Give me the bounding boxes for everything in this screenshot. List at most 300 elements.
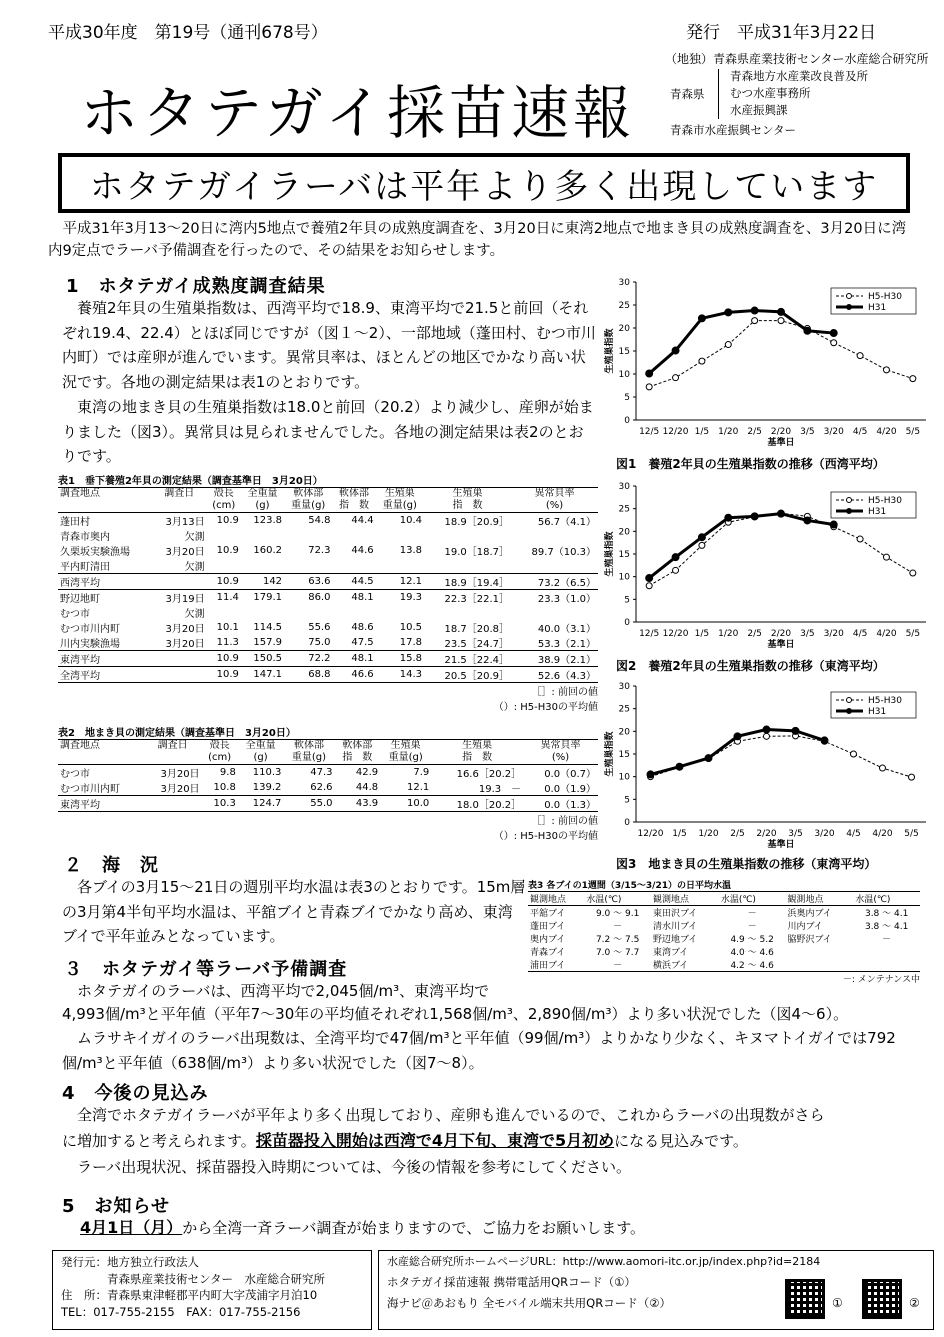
table-cell: 160.2	[253, 545, 283, 556]
table-cell: 142	[241, 574, 284, 590]
section4-paragraph1: 全湾でホタテガイラーバが平年より多く出現しており、産卵も進んでいるので、これからラーバの出現数がさら	[62, 1106, 825, 1124]
table-cell: 3月20日	[160, 769, 200, 780]
table-cell: 110.3	[252, 767, 282, 778]
y-tick-label: 0	[624, 618, 630, 628]
table-cell: 10.9	[216, 545, 239, 556]
y-tick-label: 10	[618, 572, 630, 583]
table-cell: 10.0	[380, 796, 431, 812]
legend-marker	[847, 498, 852, 503]
table-cell: 浜奥内ブイ	[787, 909, 832, 919]
table-cell: 52.6（4.3）	[511, 667, 598, 683]
table-cell: －	[882, 935, 892, 945]
table-cell: 10.3	[202, 796, 238, 812]
table-cell: 野辺地町	[60, 594, 100, 605]
table2-note1: ［］: 前回の値	[531, 816, 598, 827]
data-point-h31	[672, 347, 679, 354]
data-point-avg	[646, 384, 652, 390]
table-row	[58, 667, 598, 683]
x-tick-label: 12/20	[662, 427, 689, 437]
org-prefecture: 青森県	[670, 87, 705, 101]
table-cell	[207, 605, 241, 620]
table-row	[58, 513, 598, 529]
legend-marker	[847, 709, 852, 714]
table-cell	[241, 605, 284, 620]
legend-label: H5-H30	[868, 496, 902, 506]
table-cell	[424, 558, 511, 574]
qr2-marker: ②	[909, 1296, 920, 1310]
table-header-cell: 調査地点	[58, 488, 152, 513]
x-tick-label: 4/5	[852, 427, 868, 437]
section4-paragraph3: ラーバ出現状況、採苗器投入時期については、今後の情報を参考にしてください。	[62, 1158, 631, 1176]
table-cell: 42.9	[355, 767, 379, 778]
table-cell: 平舘ブイ	[530, 909, 566, 919]
table2-note2: （）: H5-H30の平均値	[493, 831, 598, 842]
data-point-avg	[725, 342, 731, 348]
x-tick-label: 5/5	[905, 629, 921, 639]
y-tick-label: 20	[618, 727, 630, 738]
table-header-cell: 異常貝率 (%)	[511, 488, 598, 513]
table-row	[58, 651, 598, 667]
table-cell	[785, 958, 853, 972]
table-row	[528, 919, 920, 932]
table2	[58, 724, 598, 842]
table-row	[528, 945, 920, 958]
table-cell: 青森ブイ	[530, 948, 566, 958]
table-row	[58, 635, 598, 651]
table-header-cell: 殻長 (cm)	[207, 488, 241, 513]
table-cell: 9.0 ～ 9.1	[595, 909, 640, 919]
section4-p2-start: に増加すると考えられます。	[62, 1132, 256, 1150]
table-cell: 44.4	[351, 515, 374, 526]
table-cell: 10.8	[213, 782, 236, 793]
table-cell: 10.9	[207, 574, 241, 590]
table-cell	[241, 528, 284, 543]
section1-paragraph2: 東湾の地まき貝の生殖巣指数は18.0と前回（20.2）より減少し、産卵が始まりました（図3）。異常貝は見られませんでした。各地の測定結果は表2のとおりです。	[62, 398, 594, 465]
x-tick-label: 4/5	[852, 629, 868, 639]
table-cell: 14.3	[376, 667, 424, 683]
x-tick-label: 1/20	[718, 629, 739, 639]
table-cell: 15.8	[376, 651, 424, 667]
table-cell: 東湾平均	[58, 796, 144, 812]
x-tick-label: 1/5	[694, 629, 710, 639]
table-row	[58, 543, 598, 558]
table-cell: 奥内ブイ	[530, 935, 566, 945]
y-tick-label: 15	[618, 550, 630, 560]
x-tick-label: 2/20	[756, 829, 777, 839]
data-point-avg	[880, 765, 886, 771]
table-header-cell: 観測地点	[651, 892, 719, 906]
table-cell: 3月20日	[165, 547, 205, 558]
section5-heading: 5 お知らせ	[62, 1196, 170, 1217]
table-cell	[241, 558, 284, 574]
table-cell: 22.3［22.1］	[444, 594, 509, 605]
table-cell: むつ市	[60, 609, 90, 620]
table-cell: 蓬田村	[60, 517, 90, 528]
x-tick-label: 2/5	[730, 829, 745, 839]
table-header-cell: 軟体部 指 数	[332, 488, 375, 513]
table-header-cell: 殻長 (cm)	[202, 740, 238, 765]
table1-note2: （）: H5-H30の平均値	[493, 702, 598, 713]
footer-publisher-box	[52, 1250, 372, 1330]
table-cell: 179.1	[253, 592, 283, 603]
table-cell: 21.5［22.4］	[424, 651, 511, 667]
table-cell	[511, 558, 598, 574]
table-header-cell: 調査日	[144, 740, 202, 765]
table-cell: 12.1	[406, 782, 430, 793]
y-axis-label: 生殖巣指数	[605, 328, 615, 374]
y-tick-label: 5	[624, 595, 630, 606]
table-cell: 10.1	[216, 622, 239, 633]
legend-marker	[847, 509, 852, 514]
table-cell: 18.9［19.4］	[424, 574, 511, 590]
y-tick-label: 25	[618, 504, 630, 515]
data-point-h31	[830, 330, 837, 337]
table-cell: 東湾平均	[58, 651, 152, 667]
table-cell: 18.7［20.8］	[444, 624, 509, 635]
table-row	[58, 796, 598, 812]
table-cell: 68.8	[284, 667, 332, 683]
x-tick-label: 3/20	[814, 829, 835, 839]
table-cell: 17.8	[399, 637, 423, 648]
qr-code-2-icon[interactable]	[862, 1279, 902, 1319]
table-cell: 0.0（1.9）	[544, 784, 596, 795]
table-cell: 63.6	[284, 574, 332, 590]
chart-fig1	[600, 272, 930, 472]
table-header-cell: 観測地点	[785, 892, 853, 906]
data-point-h31	[778, 510, 785, 517]
table2-caption: 表2 地まき貝の測定結果（調査基準日 3月20日）	[58, 724, 598, 740]
table3-grid	[528, 891, 920, 972]
data-point-h31	[751, 513, 758, 520]
x-tick-label: 12/5	[639, 427, 660, 437]
table-cell: 72.2	[284, 651, 332, 667]
table-header-cell: 異常貝率 (%)	[523, 740, 598, 765]
table-cell: 48.6	[351, 622, 374, 633]
table-cell: むつ市川内町	[60, 624, 120, 635]
table-header-cell: 水温(℃)	[719, 892, 786, 906]
table-cell: 20.5［20.9］	[424, 667, 511, 683]
table-row	[58, 528, 598, 543]
x-tick-label: 12/20	[662, 629, 689, 639]
table-cell	[376, 605, 424, 620]
table-cell: 114.5	[253, 622, 283, 633]
org-research-institute: （地独）青森県産業技術センター水産総合研究所	[665, 52, 929, 66]
table-cell: 19.3 －	[478, 784, 522, 795]
section3-heading: ３ ホタテガイ等ラーバ予備調査	[64, 959, 348, 980]
series-line-avg	[651, 736, 912, 777]
table-cell	[207, 558, 241, 574]
x-tick-label: 2/5	[747, 427, 762, 437]
table-cell: 55.0	[283, 796, 334, 812]
table-cell	[853, 958, 920, 972]
table-cell: 44.5	[332, 574, 375, 590]
data-point-avg	[857, 536, 863, 542]
table-cell: 47.5	[351, 637, 374, 648]
table-cell: 46.6	[332, 667, 375, 683]
y-tick-label: 0	[624, 818, 630, 828]
legend-label: H31	[868, 303, 887, 313]
table-cell: 16.6［20.2］	[456, 769, 522, 780]
table-cell: 48.1	[332, 651, 375, 667]
table-cell: 欠測	[184, 562, 205, 573]
x-tick-label: 3/5	[800, 629, 815, 639]
section4-heading: 4 今後の見込み	[62, 1083, 209, 1104]
table-cell: －	[747, 922, 757, 932]
table-cell	[785, 945, 853, 958]
table-cell	[284, 528, 332, 543]
footer-qr1-label: ホタテガイ採苗速報 携帯電話用QRコード（①）	[387, 1274, 636, 1289]
data-point-avg	[778, 318, 784, 324]
y-tick-label: 20	[618, 527, 630, 538]
table-header-cell: 観測地点	[528, 892, 584, 906]
table-cell	[376, 528, 424, 543]
x-tick-label: 4/20	[872, 829, 893, 839]
section2-paragraph: 各ブイの3月15～21日の週別平均水温は表3のとおりです。15m層の3月第4半旬平均水温は、平舘ブイと青森ブイでかなり高め、東湾ブイで平年並みとなっています。	[62, 878, 526, 945]
table3	[528, 878, 920, 985]
x-tick-label: 2/20	[770, 629, 792, 639]
table-header-row	[528, 892, 920, 906]
data-point-h31	[698, 534, 705, 541]
table-cell: －	[613, 922, 623, 932]
y-tick-label: 30	[618, 278, 630, 288]
data-point-h31	[725, 309, 732, 316]
y-axis-label: 生殖巣指数	[605, 731, 615, 777]
x-axis-label: 基準日	[767, 840, 795, 850]
section1-paragraph1: 養殖2年貝の生殖巣指数は、西湾平均で18.9、東湾平均で21.5と前回（それぞれ19.4、22.4）とほぼ同じですが（図１～2）、一部地域（蓬田村、むつ市川内町）では産卵が進んでいます。異常貝率は、ほとんどの地区でかなり高い状況です。各地の測定結果は表1のとおりです。	[62, 299, 596, 391]
org-mutsu-office: むつ水産事務所	[730, 86, 811, 100]
table-cell: 23.5［24.7］	[444, 639, 509, 650]
issue-number: 平成30年度 第19号（通刊678号）	[48, 23, 328, 43]
table-cell: 10.9	[207, 651, 241, 667]
table1	[58, 472, 598, 713]
chart-fig3	[600, 678, 930, 850]
org-extension-office: 青森地方水産業改良普及所	[730, 69, 868, 83]
table-header-cell: 調査地点	[58, 740, 144, 765]
table-cell: 44.6	[351, 545, 374, 556]
table-cell: －	[613, 961, 623, 971]
y-tick-label: 25	[618, 704, 630, 715]
table-cell: 9.8	[219, 767, 236, 778]
legend-marker	[847, 294, 852, 299]
legend-marker	[847, 305, 852, 310]
legend-label: H5-H30	[868, 696, 902, 706]
series-line-avg	[649, 513, 913, 586]
x-tick-label: 12/5	[639, 629, 660, 639]
data-point-avg	[910, 570, 916, 576]
table-cell: 43.9	[335, 796, 381, 812]
table-cell: 139.2	[252, 782, 282, 793]
data-point-h31	[830, 521, 837, 528]
footer-publisher: 発行元：地方独立行政法人	[61, 1255, 199, 1269]
qr-code-1-icon[interactable]	[785, 1279, 825, 1319]
table-header-cell: 全重量 (g)	[238, 740, 284, 765]
table-cell: 3月20日	[160, 784, 200, 795]
table2-grid	[58, 740, 598, 812]
table-cell: 55.6	[308, 622, 331, 633]
table-cell: 19.3	[399, 592, 423, 603]
table-cell	[207, 528, 241, 543]
table-cell: 44.8	[355, 782, 379, 793]
table-row	[528, 958, 920, 972]
table-cell: 3月19日	[165, 594, 205, 605]
table-cell: 40.0（3.1）	[537, 624, 596, 635]
x-tick-label: 2/5	[747, 629, 762, 639]
footer-links-box	[378, 1250, 934, 1330]
table-cell: 7.9	[413, 767, 430, 778]
table-cell	[152, 651, 207, 667]
table-row	[58, 590, 598, 606]
table-cell	[284, 605, 332, 620]
table-cell	[511, 605, 598, 620]
table-cell: －	[747, 909, 757, 919]
x-tick-label: 2/20	[770, 427, 792, 437]
table-header-cell: 軟体部 重量(g)	[283, 740, 334, 765]
table-cell: 157.9	[253, 637, 283, 648]
legend-marker	[847, 698, 852, 703]
table-cell: 欠測	[184, 532, 205, 543]
qr1-marker: ①	[832, 1296, 843, 1310]
table-header-cell: 全重量 (g)	[241, 488, 284, 513]
table-cell	[424, 528, 511, 543]
y-tick-label: 20	[618, 324, 630, 334]
table-header-cell: 生殖巣 重量(g)	[380, 740, 431, 765]
footer-homepage-url[interactable]: 水産総合研究所ホームページURL：http://www.aomori-itc.or.jp/index.php?id=2184	[387, 1255, 821, 1268]
legend-label: H31	[868, 507, 887, 517]
table3-caption: 表3 各ブイの1週間（3/15～3/21）の日平均水温	[528, 881, 731, 891]
table1-note1: ［］: 前回の値	[531, 687, 598, 698]
table-cell	[284, 558, 332, 574]
x-tick-label: 4/20	[876, 629, 897, 639]
table-cell: 10.9	[216, 515, 239, 526]
legend-label: H5-H30	[868, 292, 902, 302]
table-row	[58, 605, 598, 620]
data-point-avg	[857, 353, 863, 359]
data-point-h31	[778, 308, 785, 315]
headline-text: ホタテガイラーバは平年より多く出現しています	[89, 166, 879, 207]
table-cell: 東湾ブイ	[652, 948, 689, 958]
table-cell: 清水川ブイ	[652, 922, 698, 932]
legend-label: H31	[868, 707, 887, 717]
table-cell: 75.0	[308, 637, 331, 648]
data-point-avg	[910, 376, 916, 382]
table-row	[58, 780, 598, 796]
table-cell: 54.8	[308, 515, 331, 526]
section4-emphasis: 採苗器投入開始は西湾で4月下旬、東湾で5月初め	[255, 1131, 615, 1150]
fig1-caption: 図1 養殖2年貝の生殖巣指数の推移（西湾平均）	[616, 457, 885, 471]
page-title: ホタテガイ採苗速報	[80, 79, 636, 147]
section4-paragraph2	[62, 1129, 922, 1154]
table-cell: 73.2（6.5）	[511, 574, 598, 590]
y-axis-label: 生殖巣指数	[605, 531, 615, 577]
section5-text: から全湾一斉ラーバ調査が始まりますので、ご協力をお願いします。	[182, 1219, 646, 1237]
data-point-h31	[804, 327, 811, 334]
x-tick-label: 1/5	[694, 427, 710, 437]
table-cell: 野辺地ブイ	[652, 935, 698, 945]
x-tick-label: 4/5	[846, 829, 861, 839]
table-row	[528, 932, 920, 945]
section2-heading: ２ 海 況	[64, 855, 159, 876]
table-cell	[332, 528, 375, 543]
issue-date: 発行 平成31年3月22日	[686, 23, 877, 43]
table-cell: 11.3	[216, 637, 239, 648]
data-point-avg	[764, 733, 770, 739]
table-cell: 89.7（10.3）	[531, 547, 596, 558]
table-cell: 西湾平均	[58, 574, 152, 590]
table-row	[58, 765, 598, 781]
table-cell: 124.7	[238, 796, 284, 812]
table-header-row	[58, 740, 598, 765]
data-point-h31	[792, 727, 799, 734]
table-cell: 147.1	[241, 667, 284, 683]
table-header-row	[58, 488, 598, 513]
table-cell	[511, 528, 598, 543]
table-cell: 7.2 ～ 7.5	[595, 935, 640, 945]
y-tick-label: 0	[624, 416, 630, 426]
x-axis-label: 基準日	[767, 438, 795, 448]
table-row	[58, 558, 598, 574]
table-cell: 23.3（1.0）	[537, 594, 596, 605]
section4-p2-end: になる見込みです。	[614, 1132, 748, 1150]
table-header-cell: 軟体部 指 数	[335, 740, 381, 765]
data-point-avg	[883, 367, 889, 373]
data-point-h31	[647, 771, 654, 778]
table-cell: 10.4	[399, 515, 423, 526]
table-cell	[144, 796, 202, 812]
table-header-cell: 生殖巣 指 数	[431, 740, 523, 765]
table-header-cell: 軟体部 重量(g)	[284, 488, 332, 513]
y-tick-label: 5	[624, 795, 630, 806]
footer-qr2-label: 海ナビ＠あおもり 全モバイル端末共用QRコード（②）	[387, 1296, 672, 1310]
intro-paragraph: 平成31年3月13～20日に湾内5地点で養殖2年貝の成熟度調査を、3月20日に東湾2地点で地まき貝の成熟度調査を、3月20日に湾内9定点でラーバ予備調査を行ったので、その結果をお知らせします。	[48, 221, 907, 259]
table-cell: 11.4	[216, 592, 239, 603]
data-point-avg	[851, 751, 857, 757]
table-cell: 横浜ブイ	[652, 961, 689, 971]
data-point-avg	[673, 567, 679, 573]
table-header-cell: 生殖巣 指 数	[424, 488, 511, 513]
data-point-avg	[831, 340, 837, 346]
table-cell: 62.6	[310, 782, 333, 793]
x-tick-label: 3/5	[800, 427, 815, 437]
footer-contact: TEL：017-755-2155 FAX：017-755-2156	[61, 1304, 301, 1319]
table-row	[58, 574, 598, 590]
table-cell: 3月20日	[165, 639, 205, 650]
data-point-h31	[672, 554, 679, 561]
table-cell: 10.9	[207, 667, 241, 683]
x-tick-label: 5/5	[905, 427, 921, 437]
table-cell: 4.2 ～ 4.6	[730, 961, 774, 971]
table-cell	[332, 558, 375, 574]
y-tick-label: 15	[618, 347, 630, 357]
table-cell: 川内実験漁場	[60, 639, 120, 650]
table-header-cell: 生殖巣 重量(g)	[376, 488, 424, 513]
chart-fig2	[600, 478, 930, 658]
table-cell	[424, 605, 511, 620]
data-point-h31	[676, 763, 683, 770]
y-tick-label: 25	[618, 301, 630, 311]
table-cell: 10.5	[399, 622, 423, 633]
table-cell: むつ市	[60, 769, 90, 780]
table-cell: 4.0 ～ 4.6	[730, 948, 774, 958]
table-cell: 蓬田ブイ	[530, 922, 566, 932]
table-cell: 欠測	[184, 609, 205, 620]
table-cell: 56.7（4.1）	[537, 517, 596, 528]
x-tick-label: 3/20	[823, 427, 844, 437]
data-point-avg	[883, 554, 889, 560]
x-tick-label: 5/5	[904, 829, 919, 839]
org-bracket	[718, 69, 720, 119]
table-cell: 3月20日	[165, 624, 205, 635]
section5-paragraph	[80, 1216, 920, 1241]
